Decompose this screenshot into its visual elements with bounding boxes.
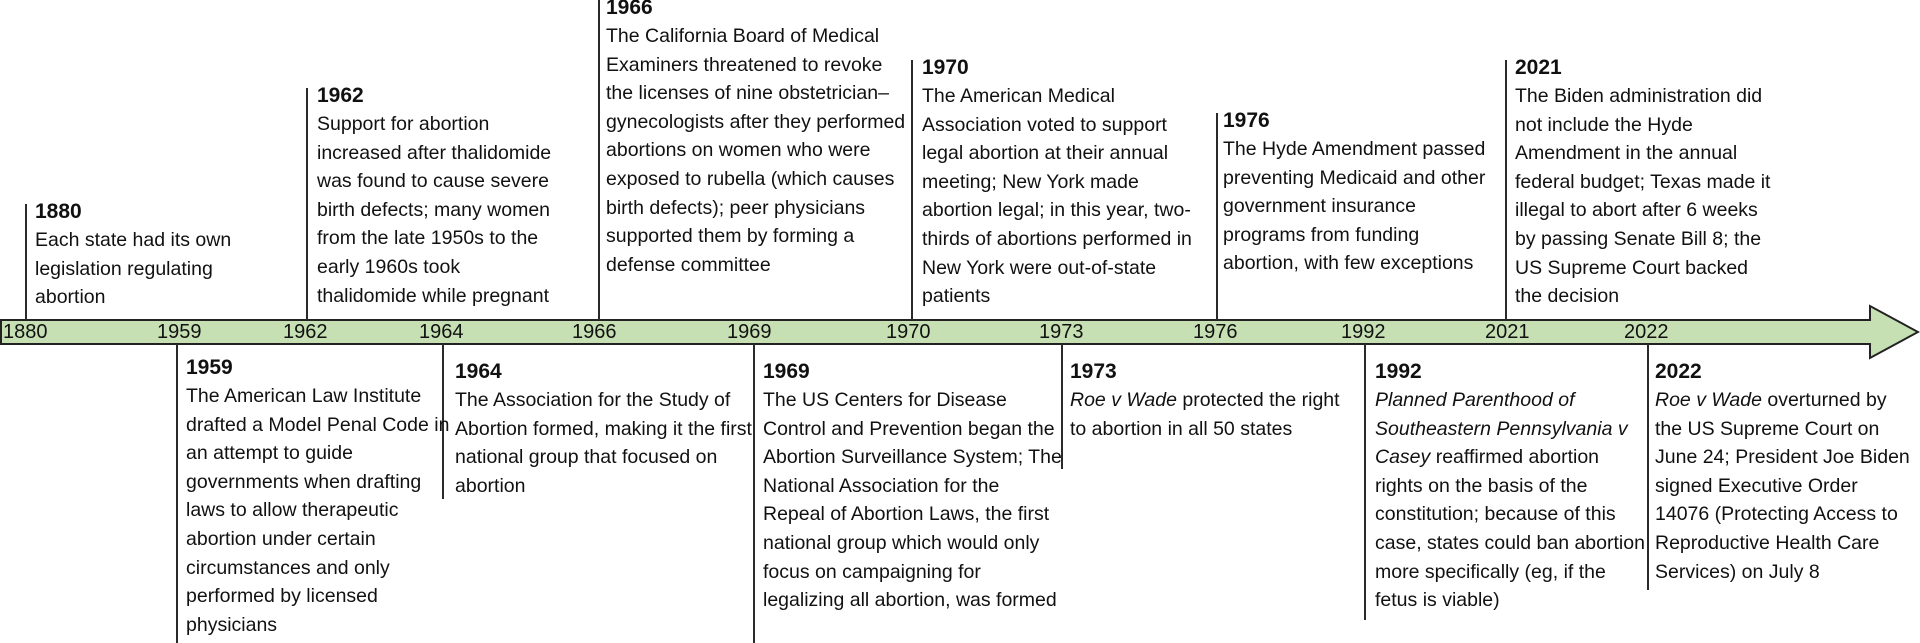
tick-2021 bbox=[1505, 60, 1507, 320]
event-1970 bbox=[922, 54, 1198, 311]
event-year: 1966 bbox=[606, 0, 653, 19]
event-text-rest: reaffirmed abortion rights on the basis of the constitution; because of this case, states could ban abortion more specifically (eg, if the fetus is viable) bbox=[1375, 446, 1645, 612]
event-1969 bbox=[763, 358, 1063, 615]
event-2021 bbox=[1515, 54, 1780, 311]
event-text: The Association for the Study of Abortion formed, making it the first national group that focused on abortion bbox=[455, 389, 752, 497]
event-text bbox=[1655, 386, 1917, 586]
event-year: 1962 bbox=[317, 84, 364, 107]
event-text bbox=[1375, 386, 1645, 615]
event-text-italic: Roe v Wade bbox=[1655, 389, 1762, 411]
event-text: The American Medical Association voted to support legal abortion at their annual meeting; New York made abortion legal; in this year, two-thirds of abortions performed in New York were out-of-state patients bbox=[922, 85, 1192, 308]
event-year: 1970 bbox=[922, 56, 969, 79]
event-1959 bbox=[186, 354, 456, 639]
event-text: The US Centers for Disease Control and Prevention began the Abortion Surveillance System; The National Association for the Repeal of Abortion Laws, the first national group which would only focus on campaigning for legalizing all abortion, was formed bbox=[763, 389, 1062, 612]
event-1992 bbox=[1375, 358, 1645, 615]
axis-label-1880: 1880 bbox=[3, 321, 48, 343]
event-year: 1992 bbox=[1375, 360, 1422, 383]
tick-1962 bbox=[306, 88, 308, 320]
event-1880 bbox=[35, 198, 260, 312]
event-1962 bbox=[317, 82, 555, 310]
event-year: 1976 bbox=[1223, 109, 1270, 132]
axis-label-1970: 1970 bbox=[886, 321, 931, 343]
axis-label-1969: 1969 bbox=[727, 321, 772, 343]
axis-label-1962: 1962 bbox=[283, 321, 328, 343]
event-year: 1959 bbox=[186, 356, 233, 379]
tick-1976 bbox=[1216, 113, 1218, 320]
axis-label-2021: 2021 bbox=[1485, 321, 1530, 343]
axis-label-1966: 1966 bbox=[572, 321, 617, 343]
event-year: 2021 bbox=[1515, 56, 1562, 79]
event-text: The American Law Institute drafted a Model Penal Code in an attempt to guide governments when drafting laws to allow therapeutic abortion under certain circumstances and only performed by licensed physicians bbox=[186, 385, 450, 636]
axis-label-2022: 2022 bbox=[1624, 321, 1669, 343]
axis-label-1976: 1976 bbox=[1193, 321, 1238, 343]
event-2022 bbox=[1655, 358, 1917, 586]
event-1973 bbox=[1070, 358, 1340, 443]
event-text-rest: protected the right to abortion in all 50 states bbox=[1070, 389, 1340, 440]
event-text bbox=[1070, 386, 1340, 443]
event-text-rest: overturned by the US Supreme Court on June 24; President Joe Biden signed Executive Order 14076 (Protecting Access to Reproductive Health Care Services) on July 8 bbox=[1655, 389, 1910, 583]
tick-1992 bbox=[1364, 344, 1366, 620]
axis-label-1992: 1992 bbox=[1341, 321, 1386, 343]
axis-label-1959: 1959 bbox=[157, 321, 202, 343]
event-1976 bbox=[1223, 107, 1498, 278]
tick-2022 bbox=[1647, 344, 1649, 590]
event-year: 1880 bbox=[35, 200, 82, 223]
event-text: Each state had its own legislation regulating abortion bbox=[35, 229, 232, 309]
event-text: The Hyde Amendment passed preventing Medicaid and other government insurance programs from funding abortion, with few exceptions bbox=[1223, 138, 1486, 275]
event-year: 1973 bbox=[1070, 360, 1117, 383]
event-text-italic: Roe v Wade bbox=[1070, 389, 1177, 411]
event-text: Support for abortion increased after thalidomide was found to cause severe birth defects; many women from the late 1950s to the early 1960s took thalidomide while pregnant bbox=[317, 113, 552, 307]
event-text-italic: Planned Parenthood of Southeastern Pennsylvania v Casey bbox=[1375, 389, 1628, 469]
event-text: The Biden administration did not include the Hyde Amendment in the annual federal budget; Texas made it illegal to abort after 6 weeks by passing Senate Bill 8; the US Supreme Court backed the decision bbox=[1515, 85, 1771, 308]
tick-1880 bbox=[25, 204, 27, 320]
tick-1966 bbox=[598, 0, 600, 320]
axis-label-1973: 1973 bbox=[1039, 321, 1084, 343]
event-year: 1969 bbox=[763, 360, 810, 383]
event-text: The California Board of Medical Examiners threatened to revoke the licenses of nine obstetrician–gynecologists after they performed abortions on women who were exposed to rubella (which causes birth defects); peer physicians supported them by forming a defense committee bbox=[606, 25, 906, 276]
event-1964 bbox=[455, 358, 755, 500]
tick-1970 bbox=[911, 60, 913, 320]
event-year: 1964 bbox=[455, 360, 502, 383]
axis-label-1964: 1964 bbox=[419, 321, 464, 343]
event-1966 bbox=[606, 0, 908, 279]
event-year: 2022 bbox=[1655, 360, 1702, 383]
tick-1959 bbox=[176, 344, 178, 643]
